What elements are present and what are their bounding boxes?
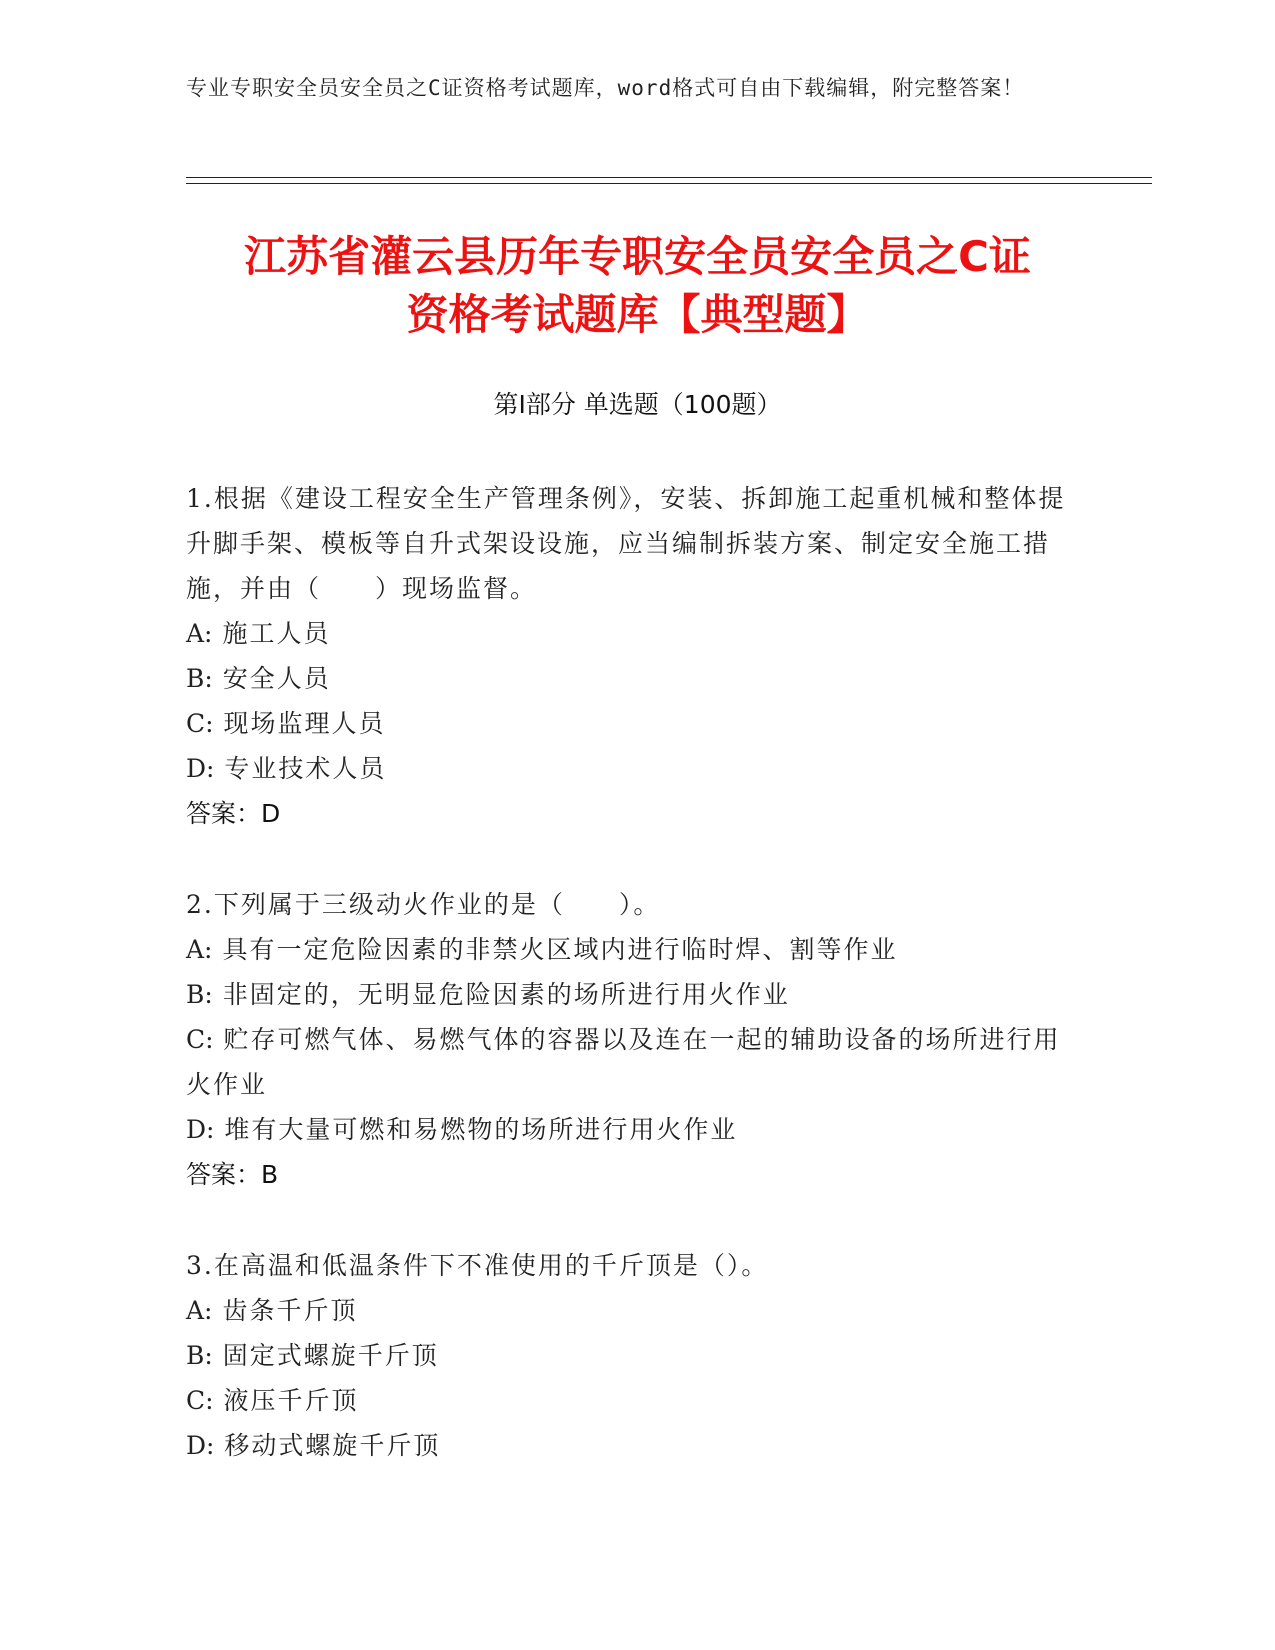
option-text: 液压千斤顶 <box>223 1386 359 1415</box>
option-text: 堆有大量可燃和易燃物的场所进行用火作业 <box>224 1115 738 1144</box>
option-letter: C: <box>186 1386 214 1415</box>
question-2 <box>186 882 1071 1197</box>
option-text: 安全人员 <box>222 664 331 693</box>
option-b <box>186 1333 1071 1378</box>
option-text: 固定式螺旋千斤顶 <box>222 1341 439 1370</box>
option-letter: C: <box>186 709 214 738</box>
option-a <box>186 611 1071 656</box>
option-a <box>186 927 1071 972</box>
option-c <box>186 1017 1071 1107</box>
question-3 <box>186 1243 1071 1468</box>
header-divider-top <box>186 177 1152 178</box>
option-letter: D: <box>186 1431 215 1460</box>
option-text: 专业技术人员 <box>224 754 387 783</box>
option-letter: B: <box>186 1341 213 1370</box>
option-d <box>186 1107 1071 1152</box>
section-heading: 第Ⅰ部分 单选题（100题） <box>493 390 782 419</box>
question-stem: 3.在高温和低温条件下不准使用的千斤顶是（）。 <box>186 1251 769 1280</box>
header-divider-bottom <box>186 183 1152 184</box>
option-a <box>186 1288 1071 1333</box>
title-line-2: 资格考试题库【典型题】 <box>406 290 869 339</box>
option-d <box>186 746 1071 791</box>
option-text: 施工人员 <box>222 619 331 648</box>
answer-label: 答案：D <box>186 799 281 828</box>
option-letter: C: <box>186 1025 214 1054</box>
question-1 <box>186 476 1071 836</box>
option-letter: A: <box>186 619 213 648</box>
option-b <box>186 656 1071 701</box>
document-title <box>150 228 1125 344</box>
question-stem: 2.下列属于三级动火作业的是（ ）。 <box>186 890 661 919</box>
option-text: 具有一定危险因素的非禁火区域内进行临时焊、割等作业 <box>222 935 898 964</box>
option-c <box>186 701 1071 746</box>
option-letter: A: <box>186 1296 213 1325</box>
title-line-1: 江苏省灌云县历年专职安全员安全员之C证 <box>244 232 1031 281</box>
option-c <box>186 1378 1071 1423</box>
option-letter: B: <box>186 980 213 1009</box>
header-note: 专业专职安全员安全员之C证资格考试题库，word格式可自由下载编辑，附完整答案！ <box>186 76 1025 100</box>
option-text: 移动式螺旋千斤顶 <box>224 1431 441 1460</box>
option-letter: A: <box>186 935 213 964</box>
option-letter: B: <box>186 664 213 693</box>
option-text: 非固定的，无明显危险因素的场所进行用火作业 <box>222 980 790 1009</box>
question-list <box>186 476 1071 1514</box>
answer-label: 答案：B <box>186 1160 279 1189</box>
option-text: 现场监理人员 <box>223 709 386 738</box>
option-text: 贮存可燃气体、易燃气体的容器以及连在一起的辅助设备的场所进行用火作业 <box>186 1025 1061 1099</box>
question-stem: 1.根据《建设工程安全生产管理条例》，安装、拆卸施工起重机械和整体提升脚手架、模板等自升式架设设施，应当编制拆装方案、制定安全施工措施，并由（ ）现场监督。 <box>186 484 1066 603</box>
option-text: 齿条千斤顶 <box>222 1296 358 1325</box>
option-letter: D: <box>186 1115 215 1144</box>
option-b <box>186 972 1071 1017</box>
option-d <box>186 1423 1071 1468</box>
option-letter: D: <box>186 754 215 783</box>
